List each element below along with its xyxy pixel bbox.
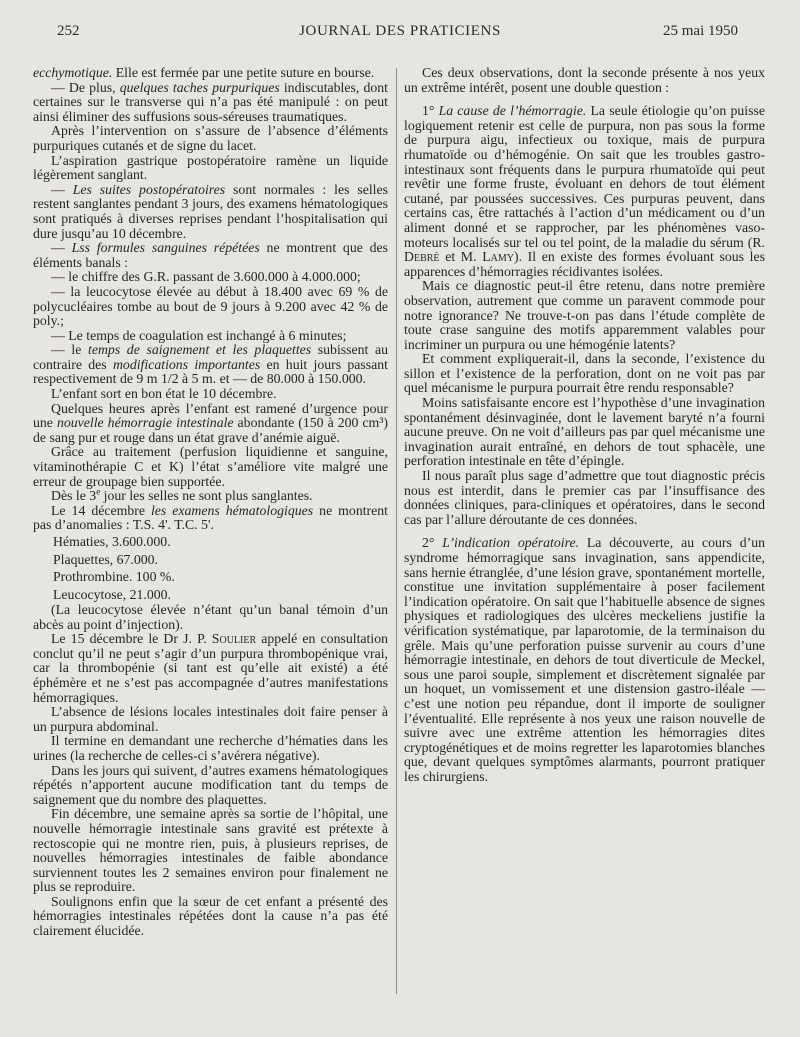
lab-result-item — [33, 551, 388, 569]
paragraph-text: — le — [51, 342, 88, 358]
paragraph — [33, 154, 388, 183]
superscript-text: e — [96, 486, 101, 497]
paragraph-text: indiscutables, dont certaines sur le transverse qui n’a pas été manipulé : on peut ainsi éliminer des suffusions sous-séreuses traumatiques. — [33, 79, 388, 124]
section-heading: La cause de l’hémorragie. — [438, 103, 587, 119]
paragraph-text: La seule étiologie qu’on puisse logiquement retenir est celle de purpura, non pas sous la forme de purpura aigu, infectieux ou toxique, mais de purpura rhumatoïde ou d’hémogénie. On sait que les troubles gastro-intestinaux sont fréquents dans le purpura rhumatoïde qui peut revêtir une forme fruste, évoluant en dehors de tout élément cutané, par poussées successives. Ces purpuras peuvent, dans certains cas, être rattachés à l’action d’un médicament ou d’un aliment donné et se rapprocher, par les phénomènes vaso-moteurs localisés sur tel ou tel point, de la maladie du sérum (R. — [404, 103, 765, 250]
paragraph — [33, 402, 388, 446]
page-number: 252 — [57, 23, 80, 39]
paragraph — [33, 445, 388, 489]
paragraph-text: — — [51, 240, 72, 256]
paragraph — [33, 705, 388, 734]
paragraph-text: Soulignons enfin que la sœur de cet enfant a présenté des hémorragies intestinales répétées dont la cause n’a pas été clairement élucidée. — [33, 893, 388, 939]
paragraph — [33, 66, 388, 81]
paragraph — [33, 764, 388, 808]
paragraph — [33, 329, 388, 344]
lab-result-text: Prothrombine. 100 %. — [53, 569, 175, 584]
section-cause — [404, 104, 765, 279]
paragraph-text: — la leucocytose élevée au début à 18.400 avec 69 % de polycucléaires tombe au bout de 9 jours à 9.200 avec 42 % de poly.; — [33, 283, 388, 329]
paragraph — [33, 387, 388, 402]
paragraph-text: appelé en consultation conclut qu’il ne peut s’agir d’un purpura thrombopénique vrai, car la thrombopénie (si tant est qu’elle ait existé) a été éphémère et ne s’est pas accompagnée d’autres manifestations hémorragiques. — [33, 631, 388, 705]
paragraph — [404, 279, 765, 352]
paragraph — [33, 183, 388, 241]
paragraph-text: Fin décembre, une semaine après sa sortie de l’hôpital, une nouvelle hémorragie intestinale sans gravité est prétexte à rectoscopie qui ne montre rien, puis, à plusieurs reprises, de nouvelles hémorragies intestinales de faible abondance surviennent toutes les 2 semaines environ pour finalement ne plus se reproduire. — [33, 806, 388, 895]
paragraph-text: Après l’intervention on s’assure de l’absence d’éléments purpuriques cutanés et de signe du lacet. — [33, 123, 388, 153]
paragraph — [404, 66, 765, 95]
emphasis-text: Lss formules sanguines répétées — [71, 240, 260, 256]
paragraph-text: Il nous paraît plus sage d’admettre que tout diagnostic précis nous est interdit, dans le premier cas par l’insuffisance des données cliniques, para-cliniques et opératoires, dans le second cas par l’allure déroutante de ces données. — [404, 468, 765, 527]
emphasis-text: modifications importantes — [112, 356, 261, 372]
section-indication — [404, 536, 765, 784]
section-heading: L’indication opératoire. — [442, 535, 580, 551]
paragraph — [404, 469, 765, 527]
paragraph — [33, 486, 388, 504]
paragraph — [33, 343, 388, 387]
paragraph-text: ne montrent que des éléments banals : — [33, 240, 389, 270]
paragraph — [33, 734, 388, 763]
paragraph — [33, 504, 388, 533]
paragraph — [33, 603, 388, 632]
paragraph-text: subissent au contraire des — [33, 342, 389, 372]
lab-result-item — [33, 533, 388, 551]
emphasis-text: ecchymotique. — [33, 65, 113, 80]
paragraph-text: — Le temps de coagulation est inchangé à 6 minutes; — [51, 327, 347, 343]
paragraph — [33, 241, 388, 270]
paragraph-text: Dans les jours qui suivent, d’autres examens hématologiques répétés n’apportent aucune modification tant du temps de saignement que du nombre des plaquettes. — [33, 762, 388, 807]
author-name: Soulier — [211, 631, 257, 647]
paragraph — [33, 895, 388, 939]
paragraph-text: — le chiffre des G.R. passant de 3.600.000 à 4.000.000; — [51, 269, 361, 285]
lab-result-item — [33, 568, 388, 586]
column-divider — [396, 68, 397, 994]
paragraph-text: ). Il en existe des formes évoluant sous les apparences d’hémorragies récidivantes isolées. — [404, 249, 766, 279]
paragraph-text: L’enfant sort en bon état le 10 décembre. — [51, 386, 277, 402]
section-number: 1° — [422, 103, 439, 119]
right-column — [404, 66, 765, 785]
paragraph-text: Le 15 décembre le Dr J. P. — [51, 631, 212, 647]
paragraph-text: ne montrent pas d’anomalies : T.S. 4'. T.C. 5'. — [33, 502, 388, 533]
paragraph-text: Ces deux observations, dont la seconde présente à nos yeux un extrême intérêt, posent une double question : — [404, 65, 765, 95]
emphasis-text: nouvelle hémorragie intestinale — [56, 415, 234, 431]
paragraph-text: — De plus, — [51, 79, 120, 95]
paragraph — [404, 396, 765, 469]
lab-result-text: Plaquettes, 67.000. — [53, 551, 158, 567]
paragraph — [33, 632, 388, 705]
paragraph-text: La découverte, au cours d’un syndrome hémorragique sans invagination, sans appendicite, sans hernie étranglée, d’une lésion grave, spontanément mortelle, constitue une invitation supplémentaire à poser facilement l’indication opératoire. On sait que l’habituelle absence de signes physiques et radiologiques des ulcères meckeliens justifie la vérification systématique, par laparotomie, de la terminaison du grêle. Mais qu’une perforation puisse survenir au cours d’une hémorragie intestinale, en dehors de tout diverticule de Meckel, sous une paroi souple, simplement et discrètement signalée par un hoquet, un vomissement et une distension gastro-iléale — c’est une notion peu répandue, dont il importe de souligner l’éventualité. Elle représente à nos yeux une raison nouvelle de suivre avec une extrême attention les hémorragies dites cryptogénétiques et de moins regretter les laparotomies blanches que, devant quelques symptômes alarmants, pourront pratiquer les chirurgiens. — [404, 535, 765, 784]
paragraph-text: — — [51, 181, 73, 197]
paragraph-text: Elle est fermée par une petite suture en bourse. — [112, 65, 375, 80]
paragraph — [33, 285, 388, 329]
paragraph-text: abondante (150 à 200 cm³) de sang pur et rouge dans un état grave d’anémie aiguë. — [33, 415, 388, 445]
paragraph-text: sont normales : les selles restent sanglantes pendant 3 jours, des examens hématologiques sont pratiqués à diverses reprises pendant l’hospitalisation qui dure jusqu’au 10 décembre. — [33, 181, 388, 241]
paragraph-text: (La leucocytose élevée n’étant qu’un banal témoin d’un abcès au point d’injection). — [33, 602, 388, 632]
journal-title: JOURNAL DES PRATICIENS — [299, 23, 501, 39]
emphasis-text: Les suites postopératoires — [72, 181, 226, 197]
author-name: Debré — [404, 249, 440, 265]
paragraph-text: jour les selles ne sont plus sanglantes. — [100, 488, 313, 504]
section-number: 2° — [422, 535, 443, 551]
paragraph — [404, 352, 765, 396]
paragraph-text: Mais ce diagnostic peut-il être retenu, dans notre première observation, autrement que comme un paravent commode pour notre ignorance? Ne trouve-t-on pas dans l’étude complète de toute crase sanguine des motifs apparemment valables pour incriminer un purpura ou une hémogénie latents? — [404, 278, 765, 352]
paragraph-text: Quelques heures après l’enfant est ramené d’urgence pour une — [33, 400, 388, 431]
paragraph-text: et M. — [439, 249, 483, 265]
author-name: Lamy — [482, 249, 514, 265]
paragraph — [33, 81, 388, 125]
emphasis-text: temps de saignement et les plaquettes — [88, 342, 312, 358]
lab-result-item — [33, 586, 388, 604]
paragraph-text: L’absence de lésions locales intestinales doit faire penser à un purpura abdominal. — [33, 704, 388, 734]
paragraph — [33, 270, 388, 285]
paragraph — [33, 807, 388, 895]
paragraph-text: Dès le 3 — [51, 488, 97, 504]
paragraph-text: L’aspiration gastrique postopératoire ramène un liquide légèrement sanglant. — [33, 152, 388, 183]
paragraph-text: Il termine en demandant une recherche d’hématies dans les urines (la recherche de celles-ci s’avérera négative). — [33, 733, 388, 763]
lab-result-text: Hématies, 3.600.000. — [53, 534, 171, 549]
left-column — [33, 66, 388, 939]
paragraph-text: Le 14 décembre — [51, 502, 151, 518]
paragraph-text: en huit jours passant respectivement de 9 m 1/2 à 5 m. et — de 80.000 à 150.000. — [33, 356, 388, 387]
issue-date: 25 mai 1950 — [663, 23, 738, 39]
paragraph-text: Grâce au traitement (perfusion liquidienne et sanguine, vitaminothérapie C et K) l’état s’améliore vite malgré une erreur de groupage bien supportée. — [33, 444, 388, 489]
lab-result-text: Leucocytose, 21.000. — [53, 586, 172, 602]
paragraph-text: Moins satisfaisante encore est l’hypothèse d’une invagination spontanément désinvaginée, dont le lavement baryté n’a fourni aucune preuve. On ne voit d’ailleurs pas par quel mécanisme une invagination aurait entraîné, en dehors de tout sphacèle, une perforation intestinale en tête d’épingle. — [404, 395, 765, 469]
emphasis-text: les examens hématologiques — [150, 502, 314, 518]
paragraph — [33, 124, 388, 153]
paragraph-text: Et comment expliquerait-il, dans la seconde, l’existence du sillon et l’existence de la perforation, dont on ne voit pas par quel mécanisme le purpura pourrait être rendu responsable? — [404, 351, 765, 396]
emphasis-text: quelques taches purpuriques — [119, 79, 280, 95]
